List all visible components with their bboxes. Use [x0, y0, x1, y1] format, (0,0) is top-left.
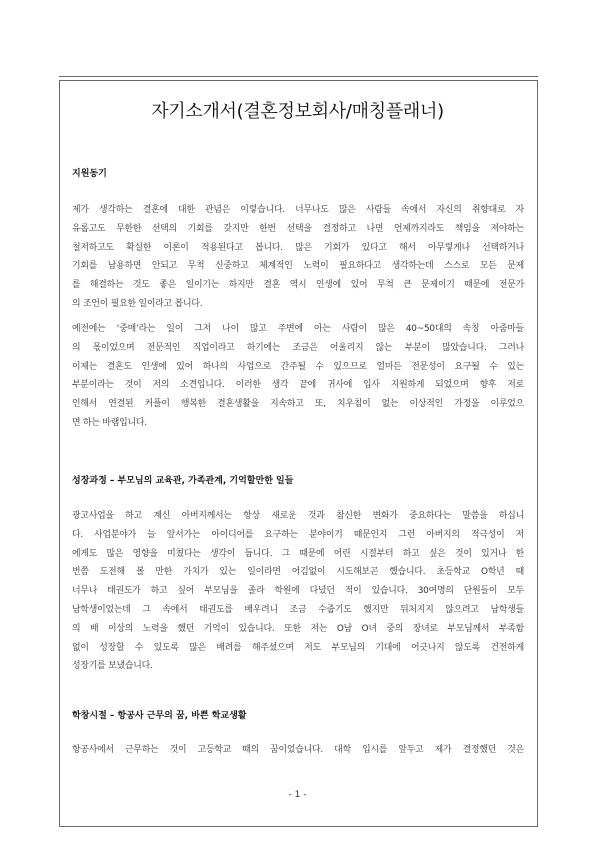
section-heading-school: 학창시절 – 항공사 근무의 꿈, 바쁜 학교생활	[72, 711, 247, 721]
text-line: 남학생이었는데 그 속에서 태권도를 배우려니 조금 수줍기도 했지만 뒤처지지 않으려고 남학생들	[72, 604, 524, 615]
text-line: 너무나 태권도가 하고 싶어 부모님을 졸라 학원에 다녔던 적이 있습니다. 30여명의 단원들이 모두	[72, 586, 524, 597]
text-line: 의 조언이 필요한 일이라고 봅니다.	[72, 298, 203, 309]
text-line: 이제는 결혼도 인생에 있어 하나의 사업으로 간주될 수 있으므로 얼마든 전문성이 요구될 수 있는	[72, 361, 524, 372]
text-line: 광고사업을 하고 계신 아버지께서는 항상 새로운 것과 참신한 변화가 중요하다는 말씀을 하십니	[72, 511, 524, 521]
section-heading-growth: 성장과정 – 부모님의 교육관, 가족관계, 기억할만한 일들	[72, 476, 294, 486]
text-line: 를 해결하는 것도 좋은 일이기는 하지만 결혼 역시 인생에 있어 무척 큰 문제이기 때문에 전문가	[72, 280, 524, 291]
page-number: - 1 -	[288, 790, 307, 800]
text-line: 면 하는 바램입니다.	[72, 417, 147, 428]
paragraph-school-1	[72, 741, 524, 760]
paragraph-growth-1	[72, 507, 524, 676]
text-line: 유롭고도 무한한 선택의 기회를 갖지만 한번 선택을 결정하고 나면 언제까지라도 책임을 져야하는	[72, 223, 524, 234]
text-line: 부분이라는 것이 저의 소견입니다. 이러한 생각 끝에 귀사에 입사 지원하게 되었으며 향후 저로	[72, 380, 524, 391]
top-rule	[59, 76, 538, 77]
text-line: 다. 사업분야가 늘 앞서가는 아이디어를 요구하는 분야이기 때문인지 그런 아버지의 적극성이 저	[72, 529, 524, 540]
text-line: 인해서 연결된 커플이 행복한 결혼생활을 지속하고 또, 치우침이 없는 이상적인 가정을 이루었으	[72, 399, 524, 410]
text-line: 성장기를 보냈습니다.	[72, 661, 153, 672]
text-line: 기회를 남용하면 안되고 무척 신중하고 체계적인 노력이 필요하다고 생각하는데 스스로 모든 문제	[72, 261, 524, 272]
paragraph-motivation-2	[72, 320, 524, 433]
section-heading-motivation: 지원동기	[72, 169, 107, 179]
text-line: 철저하고도 확실한 이론이 적용된다고 봅니다. 많은 기회가 있다고 해서 아무렇게나 선택하거나	[72, 242, 524, 253]
text-line: 에게도 많은 영향을 미쳤다는 생각이 듭니다. 그 때문에 어린 시절부터 하고 싶은 것이 있거나 한	[72, 548, 524, 559]
text-line: 예전에는 ‘중매’라는 일이 그저 나이 많고 주변에 아는 사람이 많은 40~50대의 속칭 아줌마들	[72, 324, 524, 334]
text-line: 번쯤 도전해 볼 만한 가치가 있는 일이라면 어김없이 시도해보곤 했습니다. 초등학교 O학년 때	[72, 567, 524, 578]
text-line: 제가 생각하는 결혼에 대한 관념은 이렇습니다. 너무나도 많은 사람들 속에서 자신의 취향대로 자	[72, 205, 524, 215]
document-title: 자기소개서(결혼정보회사/매칭플래너)	[151, 101, 444, 122]
text-line: 의 배 이상의 노력을 했던 기억이 있습니다. 또한 저는 O남 O녀 중의 장녀로 부모님께서 부족함	[72, 623, 524, 634]
text-line: 항공사에서 근무하는 것이 고등학교 때의 꿈이었습니다. 대학 입시를 앞두고 제가 결정했던 것은	[72, 745, 524, 755]
text-line: 없이 성장할 수 있도록 많은 배려를 해주셨으며 저도 부모님의 기대에 어긋나지 않도록 건전하게	[72, 642, 524, 653]
text-line: 의 몫이었으며 전문적인 직업이라고 하기에는 조금은 어울리지 않는 부분이 많았습니다. 그러나	[72, 342, 524, 353]
paragraph-motivation-1	[72, 201, 524, 314]
